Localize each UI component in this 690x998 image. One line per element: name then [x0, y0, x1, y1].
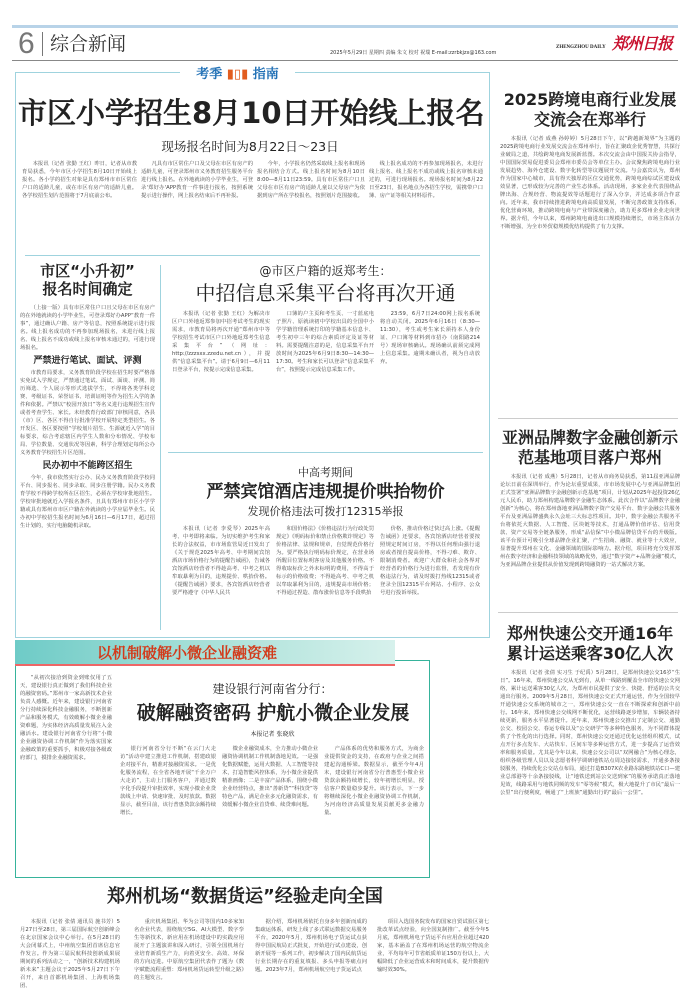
zk-col-3 — [380, 310, 480, 446]
finance-title: 破解融资密码 护航小微企业发展 — [136, 702, 410, 724]
tag-b: 指南 — [252, 67, 279, 82]
paragraph: 产品体系的优势和服务方式，为商企业提供资金的支持，在政府与企业之间搭建起沟通桥梁。数据显示，截至今年4月末，建设银行河南省分行普惠型小微企业贷款余额持续增长，较年初增长明显，授信客户数量稳步提升。该行表示，下一步将继续深化小微企业融资协调工作机制，为河南经济高质量发展贡献更多金融力量。 — [324, 746, 424, 816]
price-col-2 — [276, 525, 374, 629]
paragraph: 微企业融资成本，全力推动小微企业融资协调机制工作机制落地见效。一是强化数据赋能，运用大数据、人工智能等技术，打造智能风控体系，为小微企业提供精准画像；二是丰富产品体系，围绕小微企业经营特点，推出“善新贷”“科技贷”等特色产品，满足企业多元化融资需求，有效缓解小微企业首贷难、续贷难问题。 — [222, 746, 318, 808]
paragraph: 价格，推动价格过快过高上涨。《提醒告诫函》还要求，各宾馆酒店经营者要按照规定时间订房，不得以任何理由强行退房或者擅自提高价格，不得刁难、欺诈、限制消费者。欢迎广大群众和社会各界对经营者的价格行为进行监督，若发现有价格违法行为，请及时拨打热线12315或者登录全国12315平台网站、小程序、公众号进行投诉举报。 — [380, 526, 480, 596]
zk-pretitle: @市区户籍的返郑考生： — [259, 264, 392, 278]
paragraph: 重庆机场集团、华为公司等国内10多家知名企业代表，围绕航空5G、AI大模型、数字孪生等新技术，新应用在机场建设中的实践应用展开了主题演讲和深入研讨，引领全国机场行业培育新质生产力，向着更安全、高效、环保的方向迈进。中原航空集团代表作了题为《数字赋能流程重塑：郑州机场货运转型升级之路》的主题发言。 — [134, 919, 244, 981]
article-title: 郑州快速公交开通16年累计运送乘客30亿人次 — [506, 624, 674, 663]
divider — [25, 255, 480, 256]
paragraph: 本报讯（记者 张勤 王红）昨日，记者从市教育局获悉，今年市区小学招生8月10日开始线上报名。各小学的招生对象是具有郑州市市区常住户口的适龄儿童，或在市区有房产的适龄儿童。各学校招生划片范围将于7月底前公布。 — [22, 161, 137, 199]
subheading: 民办初中不能跨区招生 — [42, 461, 133, 471]
paragraph: 本报讯（记者 成燕）5月28日，记者从市商务局获悉，第11届亚洲品牌论坛日前在深圳举行，作为论坛重要成果，市市场发展中心与亚洲品牌集团正式签署“亚洲品牌数字金融创新示范基地”项目，计划从2025年起投资26亿元人民币，助力郑州构建品牌数字金融生态体系。此次合作以“品牌数字金融创新”为核心，将在郑州落地亚洲品牌数字资产交易平台、数字金融公共服务平台及亚洲品牌盛典永久会址三大标志性项目。其中，数字金融公共服务平台将依托大数据、人工智能、区块链等技术，打通品牌价值评估、信用贷款、资产交易等全链条服务，形成“品信保”中小微品牌信贷平台的升级版。该平台预计可吸引全球品牌企业汇聚，产生招商、融资、就业等十大效应，显著提升郑州在文化、金融领域的国际影响力。据介绍，项目将充分发挥郑州在数字经济和金融科技领域的战略优势，通过“数字资产+品牌金融”模式，为亚洲品牌企业提供从价值发现到跨境融资的一站式解决方案。 — [500, 474, 680, 568]
price-col-1 — [172, 525, 270, 629]
paragraph: 线上报名成功的不再参加现场报名，未进行线上报名、线上报名不成功或线上报名审核未通过的，可进行现场报名。现场报名时间为8月22日至23日，报名地点为各招生学校，需携带户口簿、房产证等相关材料原件。 — [369, 161, 483, 199]
paragraph: 今年，我市依然实行公办、民办义务教育阶段学校同平台、同步报名、同步录取、同步注册学籍。民办义务教育学校不得跨学校所在区招生，必须在学校审批地招生。学校审批地就近入学报名条件，且具有郑州市市区小学学籍或具有郑州市市区户籍在外就读的小学应届毕业生。民办初中学校招生报名时间为6月16日—6月17日，超过招生计划的，实行电脑随机录取。 — [20, 475, 155, 529]
price-title: 严禁宾馆酒店违规提价哄抬物价 — [206, 482, 445, 502]
airport-col-3 — [255, 918, 367, 990]
section-title: 综合新闻 — [50, 33, 127, 55]
airport-title: 郑州机场“数据货运”经验走向全国 — [107, 886, 383, 907]
right-article-c — [500, 624, 680, 986]
lead-col-4 — [369, 160, 483, 248]
paragraph: 本报讯（记者 成燕 孙婷婷）5月28日下午，以“跨越新境界”为主题的2025跨境电商行业发展交流会在郑州举行，旨在汇聚政企优秀智慧，共探行业破局之道，共绘跨境电商发展新蓝图。本次交流会由中国报关协会指导，中国国际贸易促进委员会郑州市委员会等单位主办。会议聚焦跨境电商行业发展趋势、海外仓建设、数字化转型等议题展开交流。与会嘉宾认为，郑州作为国家中心城市，具有得天独厚的区位交通优势，跨境电商综试区建设成效显著，已形成较为完善的产业生态体系。活动现场，多家企业代表围绕品牌出海、合规经营、物流提效等话题进行了深入分享，并达成多项合作意向。近年来，我市持续推进跨境电商高质量发展，不断完善政策支持体系，优化营商环境，推动跨境电商与产业带深度融合，助力更多郑州企业走向世界。据介绍，今年以来，郑州跨境电商进出口规模持续增长，市场主体活力不断增强，为全市外贸稳规模优结构提供了有力支撑。 — [500, 136, 680, 230]
article-title: 2025跨境电商行业发展交流会在郑举行 — [503, 90, 677, 129]
paragraph: 本报讯（记者 张倩 实习生 于纪禹）5月28日，是郑州快速公交16岁“生日”。16年来，郑州快速公交从无到有，从单一线路到覆盖全市的快速公交网络，累计运送乘客30亿人次，为郑州市民提供了安全、快捷、舒适的公共交通出行服务。2009年5月28日，郑州快速公交正式开通运营，作为全国较早开通快速公交系统的城市之一，郑州快速公交一直在不断探索和创新中前行。16年来，郑州快速公交线网不断优化，运营线路逐步增加，车辆装备持续更新，服务水平显著提升。近年来，郑州快速公交推出了定制公交、通勤公交、校园公交、春运专线以及“公交研学”等多种特色服务，为不同群体提供了个性化的出行选择。同时，郑州快速公交还通过优化运营组织模式，试点开行多点发车、大站快车、区间车等多种运营方式，进一步提高了运营效率和服务质量。尤其是今年以来，快速公交公司以“双网融合”为核心理念，组织各级管理人员以及志愿者科学调研地铁站点周边接驳需求，开通多条接驳服务，持续优化公交站点布局，通过打造B307X农业路东路地铁站C口—建业总部港等十余条接驳线，让“地铁送到站公交送到家”的服务承诺真正落地见效，线路采用与地铁同频的发车“零等候”模式，极大地提升了市民“最后一公里”出行便利度，畅通了“上班族”通勤出行的“最后一公里”。 — [500, 670, 680, 796]
header-rule — [12, 25, 678, 28]
subheading: 严禁进行笔试、面试、评测 — [33, 356, 142, 366]
lead-col-1 — [22, 160, 137, 248]
paragraph: 本报讯（记者 张勤 王红）为解决市区户口外地返郑参加中招考试考生的现实需求，市教育局将再次开通“郑州市中等学校招生考试市区户口外地返郑考生信息采集平台”（网址：http://zzzsxx.zzedu.net.cn），并提供“信息采集平台”。请于6月9日—6月11日登录平台，按提示完成信息采集。 — [172, 311, 270, 373]
paragraph: 今年，小学报名仍然采取线上报名和现场报名相结合方式。线上报名时间为8月10日8:00—8月11日23:59。具有市区常住户口且父母在市区有房产的适龄儿童以父母房产为依据到房产所在学校报名，按照划片范围接收。 — [257, 161, 365, 199]
airport-col-1 — [20, 918, 120, 990]
lead-col-2 — [141, 160, 253, 248]
divider — [42, 32, 43, 56]
paper-logo: 郑州日报 — [612, 34, 673, 53]
xsc-title-a: 市区“小升初” — [40, 262, 135, 280]
finance-byline: 本报记者 张晓欣 — [250, 731, 295, 738]
zk-title: 中招信息采集平台将再次开通 — [195, 281, 456, 305]
price-subtitle: 发现价格违法可拨打12315举报 — [247, 505, 404, 518]
paper-name-en: ZHENGZHOU DAILY — [556, 45, 606, 50]
paragraph: 23:59，6月7日24:00网上报名系统将自动关闭。2025年6月16日（8:30—11:30），考生或考生家长须持本人身份证、户口簿等材料到市招办（南阳路214号）现场审核确认。现场确认前须完成网上信息采集。逾期未确认者，视为自动放弃。 — [380, 311, 480, 365]
divider — [160, 265, 161, 630]
dateline: 2025年5月29日 星期四 责编 朱文 校对 祝瑞 E-mail:zzrbkjzx@163.com — [330, 50, 497, 56]
article-title: 亚洲品牌数字金融创新示范基地项目落户郑州 — [501, 428, 678, 467]
paragraph: “从初次接洽到资金到账仅用了五天，建设银行真正做到了我们科技企业的融资密码。”郑州市一家高新技术企业负责人感慨。近年来，建设银行河南省分行持续深化科技金融服务，不断创新产品和服务模式，有效破解小微企业融资难题，为实体经济高质量发展注入金融活水。建设银行河南省分行将“小微企业融资协调工作机制”作为落实国家金融政策的重要抓手，积极对接各级政府部门，摸排企业融资需求。 — [20, 675, 112, 761]
paragraph: 银行河南省分行不断“在云门大走访”活动中建立推进工作机制，搭建政银企对接平台，精准对接融资需求。一是优化服务流程，在全省各地开展“千企万户大走访”，主动上门服务客户，并通过数字化手段提升审批效率，实现小微企业贷款线上申请、快速审批、及时放款。数据显示，截至目前，该行普惠贷款余额持续增长。 — [120, 746, 216, 816]
divider — [498, 418, 678, 419]
right-article-b — [500, 428, 680, 608]
xsc-article — [20, 262, 155, 632]
zk-col-2 — [276, 310, 374, 446]
price-col-3 — [380, 525, 480, 629]
header-divider — [12, 60, 678, 61]
divider — [498, 612, 678, 613]
zk-col-1 — [172, 310, 270, 446]
finance-intro — [20, 674, 112, 870]
paragraph: （上接一版）具有市区常住户口且父母在市区有房产的在外地就读的小学毕业生，可登录郑好办APP“教育一件事”，通过确认户籍、房产等信息，按照系统提示进行报名。线上报名成功的不再参加现场报名，未进行线上报名、线上报名不成功或线上报名审核未通过的，可进行现场报名。 — [20, 305, 155, 351]
paragraph: 本报讯（记者 李爱琴）2025年高考、中考即将来临。为切实维护考生和家长的合法权益，市市场监管局近日发出了《关于规范2025年高考、中考期间宾馆酒店市场价格行为的提醒告诫函》，告诫各宾馆酒店经营者不得趁高考、中考之机以牟取暴利为目的，违规提价、哄抬价格。《提醒告诫函》要求，各宾馆酒店经营者要严格遵守《中华人民共 — [172, 526, 270, 596]
main-subtitle: 现场报名时间为8月22日～23日 — [161, 139, 339, 154]
book-icon: ▮▯▮ — [226, 67, 249, 82]
price-pretitle: 中高考期间 — [298, 466, 353, 479]
paragraph: 据介绍，郑州机场依托自身多年创新而成的集疏运体系，研发上线了多式联运数据交易服务平台，2020年5月，郑州机场电子货运试点获得中国民航局正式批复，开始进行试点建设，创新开展等一系列工作，初步解决了国内民航货运行业长期存在的重复填报、多头申报等痛点问题。2023年7月，郑州机场航空电子货运试点 — [255, 919, 367, 973]
paragraph: 本报讯（记者 张倩 通讯员 施书芳）5月27日至28日，第三届国际航空创新峰会在北京国家会议中心举行。在5月28日的大会闭幕式上，中州航空集团首席信息官作发言。作为第三届民航科技创新成果展期间的系列活动之一，“创新技术构建机场新未来”主题会议于2025年5月27日下午召开，来自首都机场集团、上海机场集团、 — [20, 919, 120, 989]
paragraph: 口簿的户主页和考生页、一寸蓝底电子照片、原就读初中学校出具的全国中小学学籍管理系统打印的学籍基本信息卡、考生初中三年的综合素质评定及证等材料。需要提醒注意的是，信息采集平台开放时间为2025年6月9日8:30—14:30—17:30。考生和家长可以登录“信息采集平台”，按照提示完成信息采集工作。 — [276, 311, 374, 373]
right-article-a — [500, 90, 680, 412]
finance-banner: 以机制破解小微企业融资难 — [15, 640, 395, 666]
paragraph: 项目入选国务院发布的国家自贸试验区第七批改革试点经验，向全国复制推广。截至今年5月底，郑州机场电子货运平台应用企业超过420家，基本涵盖了在郑州机场运营的航空物流企业，平均每年可节省纸质单证150万份以上，大幅降低了企业运营成本和时间成本，提升数据传输时效30%。 — [377, 919, 489, 973]
main-headline: 市区小学招生8月10日开始线上报名 — [18, 96, 485, 130]
paragraph: 凡具有市区常住户口及父母在市区有房产的适龄儿童，可登录郑州市义务教育招生服务平台进行线上报名。在外地就读的小学毕业生，可登录'郑好办'APP教育一件事进行报名，按照系统提示进行操作，网上报名结束后不再补报。 — [141, 161, 253, 199]
finance-pretitle: 建设银行河南省分行： — [212, 682, 333, 696]
finance-col-1 — [120, 745, 216, 870]
column-tag — [180, 64, 295, 86]
finance-col-3 — [324, 745, 424, 870]
lead-col-3 — [257, 160, 365, 248]
airport-col-2 — [134, 918, 244, 990]
xsc-title-b: 报名时间确定 — [42, 280, 133, 298]
airport-col-4 — [377, 918, 489, 990]
finance-col-2 — [222, 745, 318, 870]
page-number: 6 — [18, 27, 35, 60]
paragraph: 和国价格法》《价格违法行为行政处罚规定》《明码标价和禁止价格欺诈规定》等价格法律、法规和规章，自觉规范价格行为。要严格执行明码标价规定，在营业场所醒目位置标明客房及其他服务价格。不得收取标价之外未标明的费用，不得高于标示的价格收费；不得趁高考、中考之机以牟取暴利为目的，违规提高市场价格；不得通过捏造、散布涨价信息等手段哄抬 — [276, 526, 374, 596]
paragraph: 市教育局要求，义务教育阶段学校在招生时要严格落实免试入学规定，严禁通过笔试、面试、面谈、评测、简历筛选、个人展示等形式选拔学生，不得将各类学科竞赛、考级证书、荣誉证书、培训证明等作为招生入学的条件和依据。严禁以“校园开放日”等名义进行违规招生宣传或者考查学生、家长。未经教育行政部门审核同意，各县（市）区、各区不得自行批准学校开展特定类型招生。各开发区、各区要按照“学校划片招生、生源就近入学”的目标要求，综合考虑辖区内学生人数和分布情况、学校布局、学位数量、交通状况等因素，科学合理划定每所公办义务教育学校招生片区范围。 — [20, 370, 155, 456]
tag-a: 考季 — [196, 67, 223, 82]
